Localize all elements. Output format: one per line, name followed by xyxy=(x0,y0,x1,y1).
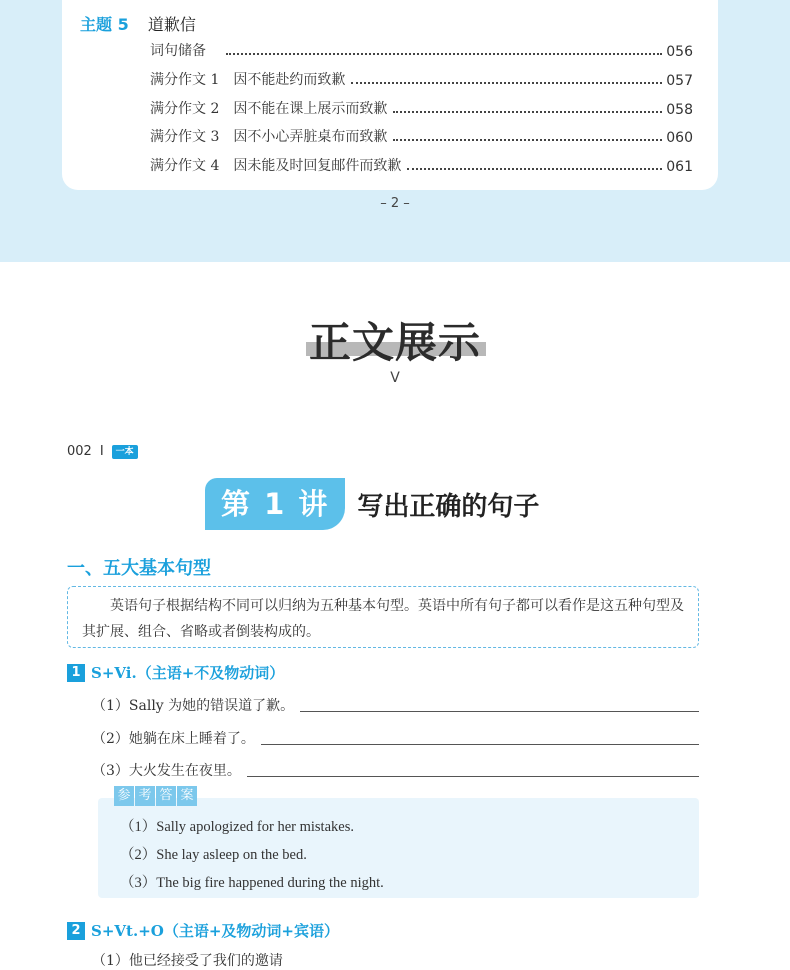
toc-row-label: 满分作文 3 xyxy=(150,129,220,145)
toc-leader-dots xyxy=(226,53,662,55)
toc-leader-dots xyxy=(393,111,662,113)
toc-row-label: 词句储备 xyxy=(150,43,206,59)
answer-line: （3）The big fire happened during the night. xyxy=(120,875,384,891)
answer-tag-char: 参 xyxy=(114,786,134,806)
toc-row-title: 因不小心弄脏桌布而致歉 xyxy=(233,129,388,145)
answer-line: （1）Sally apologized for her mistakes. xyxy=(120,819,354,835)
lecture-title: 写出正确的句子 xyxy=(357,491,540,522)
toc-leader-dots xyxy=(351,82,662,84)
pattern-number-badge: 1 xyxy=(67,664,85,682)
toc-row-page: 061 xyxy=(666,159,693,175)
exercise-question-partial: （1）他已经接受了我们的邀请 xyxy=(92,953,283,969)
exercise-question: （3）大火发生在夜里。 xyxy=(92,763,241,779)
intro-box xyxy=(67,586,699,648)
lecture-heading xyxy=(205,478,539,530)
toc-row-label: 满分作文 1 xyxy=(150,72,220,88)
toc-row[interactable] xyxy=(150,69,693,89)
answer-tag-char: 答 xyxy=(156,786,176,806)
pattern-heading xyxy=(67,920,339,941)
toc-topic xyxy=(80,12,196,35)
page-num: 002 xyxy=(67,444,92,459)
answer-blank[interactable] xyxy=(247,776,699,777)
pattern-number-badge: 2 xyxy=(67,922,85,940)
page-separator: I xyxy=(99,444,104,459)
answer-tag-char: 考 xyxy=(135,786,155,806)
showcase-heading xyxy=(0,310,790,370)
chevron-down-icon: V xyxy=(390,370,400,386)
section-title: 一、五大基本句型 xyxy=(67,558,211,579)
toc-row[interactable] xyxy=(150,98,693,118)
toc-row-page: 060 xyxy=(666,130,693,146)
toc-row-page: 056 xyxy=(666,44,693,60)
answer-blank[interactable] xyxy=(300,711,699,712)
toc-row-title: 因不能在课上展示而致歉 xyxy=(233,101,388,117)
exercise-question: （2）她躺在床上睡着了。 xyxy=(92,731,255,747)
exercise-row xyxy=(92,760,699,780)
toc-row-label: 满分作文 4 xyxy=(150,158,220,174)
exercise-row xyxy=(92,728,699,748)
toc-row-page: 058 xyxy=(666,102,693,118)
answer-blank[interactable] xyxy=(261,744,699,745)
lecture-badge: 第 1 讲 xyxy=(205,478,345,530)
exercise-question: （1）Sally 为她的错误道了歉。 xyxy=(92,698,295,714)
toc-row-title: 因未能及时回复邮件而致歉 xyxy=(233,158,402,174)
toc-page-number: – 2 – xyxy=(380,196,410,211)
pattern-text: S+Vt.+O（主语+及物动词+宾语） xyxy=(91,922,339,940)
pattern-heading xyxy=(67,662,284,683)
toc-row-label: 满分作文 2 xyxy=(150,101,220,117)
exercise-row xyxy=(92,695,699,715)
answer-tag xyxy=(114,786,198,806)
book-logo: 一本 xyxy=(112,445,138,459)
toc-topic-number: 主题 5 xyxy=(80,15,129,34)
answer-tag-char: 案 xyxy=(177,786,197,806)
pattern-text: S+Vi.（主语+不及物动词） xyxy=(91,664,285,682)
showcase-title: 正文展示 xyxy=(308,318,481,367)
toc-leader-dots xyxy=(407,168,662,170)
toc-row-title: 因不能赴约而致歉 xyxy=(233,72,346,88)
toc-topic-title: 道歉信 xyxy=(147,15,196,34)
page-header xyxy=(67,444,138,459)
answer-line: （2）She lay asleep on the bed. xyxy=(120,847,307,863)
intro-text: 英语句子根据结构不同可以归纳为五种基本句型。英语中所有句子都可以看作是这五种句型及其扩展、组合、省略或者倒装构成的。 xyxy=(82,598,684,640)
toc-row[interactable] xyxy=(150,126,693,146)
toc-row-page: 057 xyxy=(666,73,693,89)
toc-leader-dots xyxy=(393,139,662,141)
toc-row[interactable] xyxy=(150,155,693,175)
toc-row[interactable] xyxy=(150,40,693,60)
